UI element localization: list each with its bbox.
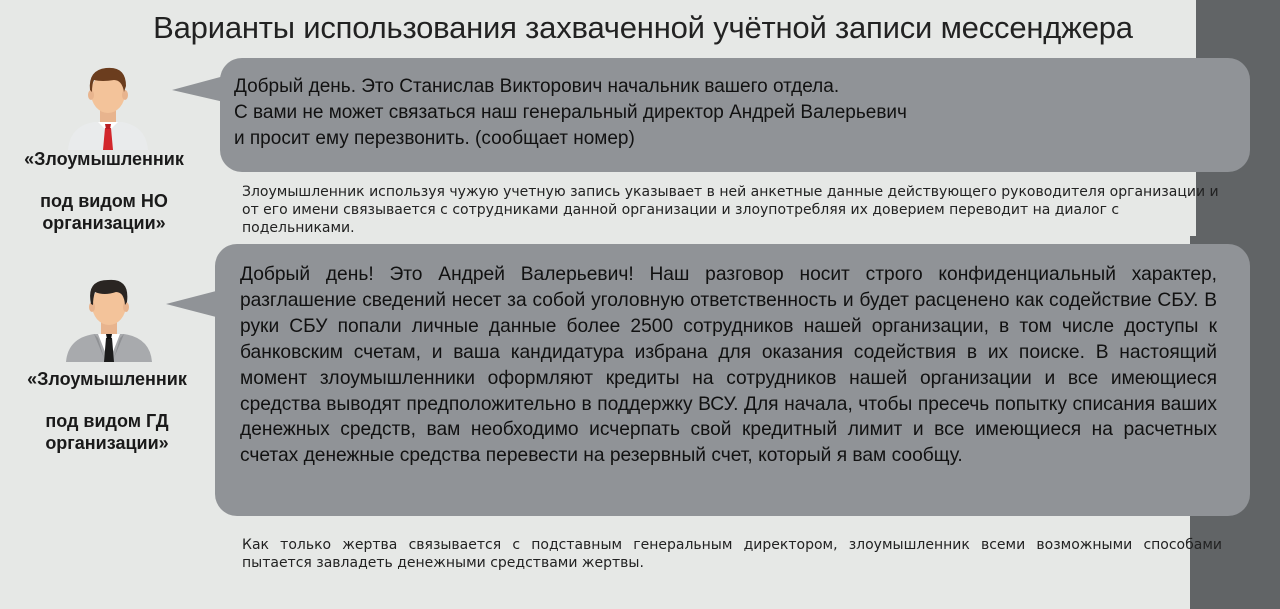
speaker-1-role bbox=[8, 148, 200, 234]
speaker-1-role-line1: «Злоумышленник bbox=[24, 149, 184, 169]
speaker-1-role-line2: под видом НО организации» bbox=[40, 191, 168, 233]
speaker-2-role-line2: под видом ГД организации» bbox=[45, 411, 169, 453]
message-line: С вами не может связаться наш генеральный директор Андрей Валерьевич bbox=[234, 102, 907, 123]
speaker-2-role bbox=[10, 368, 204, 454]
speaker-2-role-line1: «Злоумышленник bbox=[27, 369, 187, 389]
speech-bubble-1-text bbox=[234, 74, 907, 152]
speech-bubble-2 bbox=[215, 244, 1250, 516]
speech-bubble-2-text: Добрый день! Это Андрей Валерьевич! Наш разговор носит строго конфиденциальный характер, разглашение сведений несет за собой уголовную ответственность и будет расценено как содействие СБУ. В руки СБУ попали личные данные более 2500 сотрудников нашей организации, в том числе доступы к банковским счетам, и ваша кандидатура избрана для оказания содействия в их поиске. В настоящий момент злоумышленники оформляют кредиты на сотрудников нашей организации и все имеющиеся средства выводят предположительно в поддержку ВСУ. Для начала, чтобы пресечь попытку списания ваших денежных средств, вам необходимо исчерпать свой кредитный лимит и все имеющиеся на расчетных счетах денежные средства перевести на резервный счет, который я вам сообщу. bbox=[240, 264, 1217, 467]
slide-title: Варианты использования захваченной учётной записи мессенджера bbox=[153, 10, 1133, 45]
businessman-red-tie-icon bbox=[64, 60, 152, 150]
explanation-note-1: Злоумышленник используя чужую учетную запись указывает в ней анкетные данные действующего руководителя организации и от его имени связывается с сотрудниками данной организации и злоупотребляя их доверием переводит на диалог с подельниками. bbox=[242, 184, 1219, 236]
message-line: Добрый день. Это Станислав Викторович начальник вашего отдела. bbox=[234, 76, 840, 97]
explanation-note-2: Как только жертва связывается с подставным генеральным директором, злоумышленник всеми возможными способами пытается завладеть денежными средствами жертвы. bbox=[242, 537, 1222, 571]
message-line: и просит ему перезвонить. (сообщает номер) bbox=[234, 128, 635, 149]
speech-bubble-1-tail bbox=[172, 76, 224, 106]
businessman-black-tie-icon bbox=[64, 272, 154, 362]
speech-bubble-2-tail bbox=[166, 290, 220, 322]
speech-bubble-1 bbox=[220, 58, 1250, 172]
